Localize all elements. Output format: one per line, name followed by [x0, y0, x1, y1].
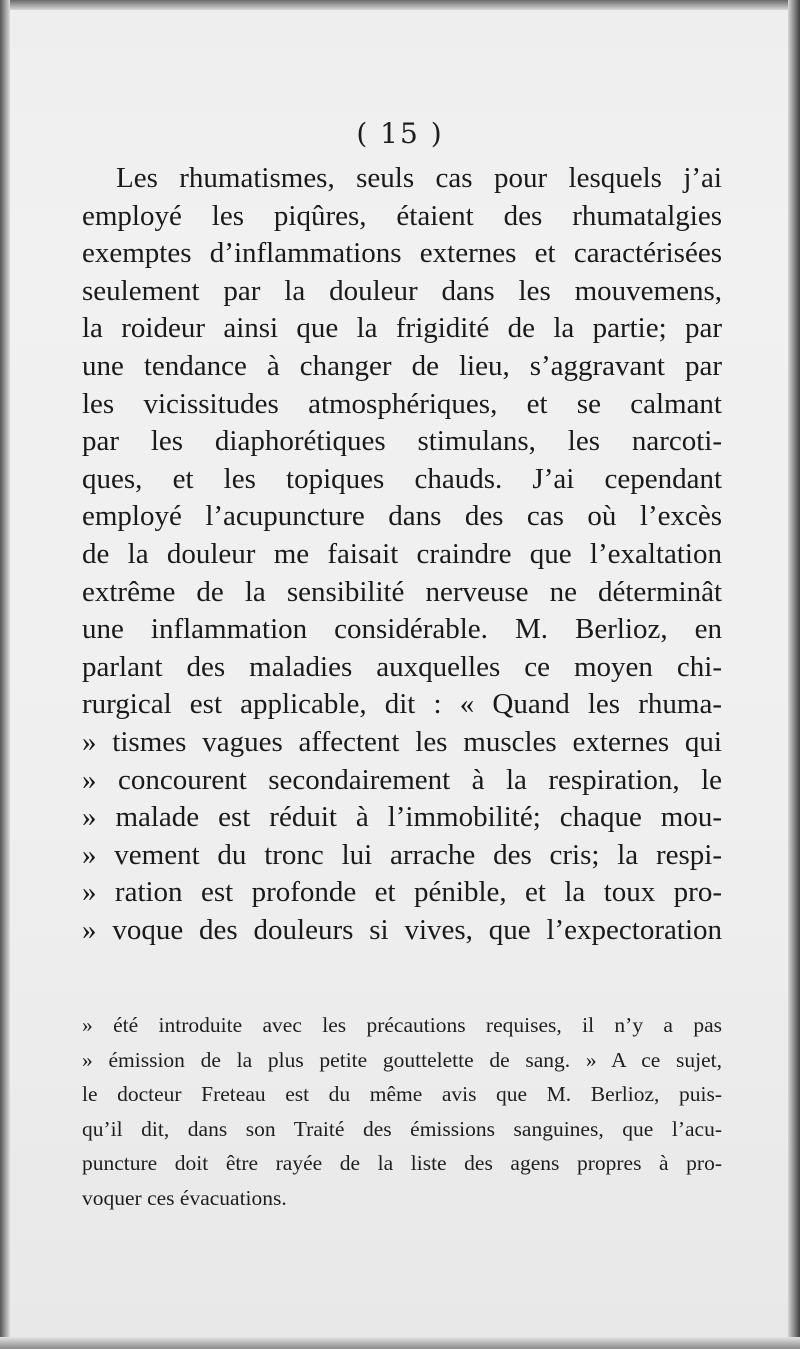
text-line: la roideur ainsi que la frigidité de la partie; par [82, 312, 722, 345]
page-edge-bottom [0, 1337, 800, 1349]
text-line: rurgical est applicable, dit : « Quand les rhuma- [82, 688, 722, 721]
page-number: ( 15 ) [356, 117, 444, 150]
footnote-line: le docteur Freteau est du même avis que M. Berlioz, puis- [82, 1082, 722, 1107]
main-text [82, 160, 722, 949]
quote-line: » tismes vagues affectent les muscles externes qui [82, 725, 722, 758]
footnote-line: » émission de la plus petite gouttelette de sang. » A ce sujet, [82, 1047, 722, 1072]
text-line: employé les piqûres, étaient des rhumatalgies [82, 199, 722, 232]
quote-line: » malade est réduit à l’immobilité; chaque mou- [82, 801, 722, 834]
footnote-line: qu’il dit, dans son Traité des émissions sanguines, que l’acu- [82, 1116, 722, 1141]
quote-line: » vement du tronc lui arrache des cris; la respi- [82, 838, 722, 871]
text-line: une inflammation considérable. M. Berlioz, en [82, 613, 722, 646]
text-line: extrême de la sensibilité nerveuse ne déterminât [82, 575, 722, 608]
page-edge-top [0, 0, 800, 10]
text-line: une tendance à changer de lieu, s’aggravant par [82, 349, 722, 382]
text-line: Les rhumatismes, seuls cas pour lesquels j’ai [116, 162, 722, 194]
quote-line: » voque des douleurs si vives, que l’expectoration [82, 913, 722, 946]
quote-line: » ration est profonde et pénible, et la toux pro- [82, 876, 722, 909]
page-edge-left [0, 0, 10, 1349]
quote-line: » concourent secondairement à la respiration, le [82, 763, 722, 796]
text-line: parlant des maladies auxquelles ce moyen chi- [82, 650, 722, 683]
text-line: ques, et les topiques chauds. J’ai cependant [82, 462, 722, 495]
text-line: exemptes d’inflammations externes et caractérisées [82, 237, 722, 270]
page-edge-right [788, 0, 800, 1349]
footnote-line: puncture doit être rayée de la liste des agens propres à pro- [82, 1151, 722, 1176]
footnote-line: » été introduite avec les précautions requises, il n’y a pas [82, 1013, 722, 1037]
text-line: employé l’acupuncture dans des cas où l’excès [82, 500, 722, 533]
footnote [82, 1008, 722, 1216]
text-line: seulement par la douleur dans les mouvemens, [82, 274, 722, 307]
text-line: par les diaphorétiques stimulans, les narcoti- [82, 425, 722, 458]
footnote-line: voquer ces évacuations. [82, 1185, 287, 1210]
text-line: les vicissitudes atmosphériques, et se calmant [82, 387, 722, 420]
text-line: de la douleur me faisait craindre que l’exaltation [82, 537, 722, 570]
